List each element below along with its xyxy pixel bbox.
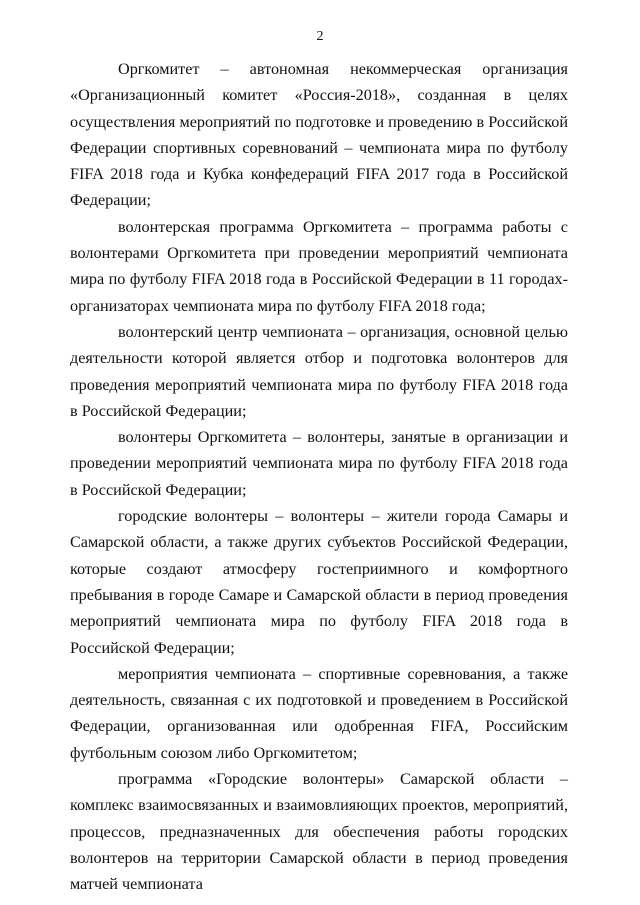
paragraph-championship-events-definition: мероприятия чемпионата – спортивные соревнования, а также деятельность, связанная с их подготовкой и проведением в Российской Федерации, организованная или одобренная FIFA, Российским футбольным союзом либо Оргкомитетом; [70, 664, 568, 762]
paragraph-city-volunteers-program-definition: программа «Городские волонтеры» Самарской области – комплекс взаимосвязанных и взаимовлияющих проектов, мероприятий, процессов, предназначенных для обеспечения работы городских волонтеров на территории Самарской области в период проведения матчей чемпионата [70, 770, 568, 894]
paragraph-orgcommittee-definition: Оргкомитет – автономная некоммерческая организация «Организационный комитет «Россия-2018», созданная в целях осуществления мероприятий по подготовке и проведению в Российской Федерации спортивных соревнований – чемпионата мира по футболу FIFA 2018 года и Кубка конфедераций FIFA 2017 года в Российской Федерации; [70, 60, 568, 210]
paragraph-volunteer-program-definition: волонтерская программа Оргкомитета – программа работы с волонтерами Оргкомитета при проведении мероприятий чемпионата мира по футболу FIFA 2018 года в Российской Федерации в 11 городах-организаторах чемпионата мира по футболу FIFA 2018 года; [70, 217, 568, 315]
page-number: 2 [316, 29, 324, 44]
paragraph-orgcommittee-volunteers-definition: волонтеры Оргкомитета – волонтеры, занятые в организации и проведении мероприятий чемпионата мира по футболу FIFA 2018 года в Российской Федерации; [70, 428, 568, 499]
document-body [70, 56, 568, 898]
paragraph-city-volunteers-definition: городские волонтеры – волонтеры – жители города Самары и Самарской области, а также других субъектов Российской Федерации, которые создают атмосферу гостеприимного и комфортного пребывания в городе Самаре и Самарской области в период проведения мероприятий чемпионата мира по футболу FIFA 2018 года в Российской Федерации; [70, 507, 568, 657]
paragraph-volunteer-center-definition: волонтерский центр чемпионата – организация, основной целью деятельности которой является отбор и подготовка волонтеров для проведения мероприятий чемпионата мира по футболу FIFA 2018 года в Российской Федерации; [70, 322, 568, 420]
